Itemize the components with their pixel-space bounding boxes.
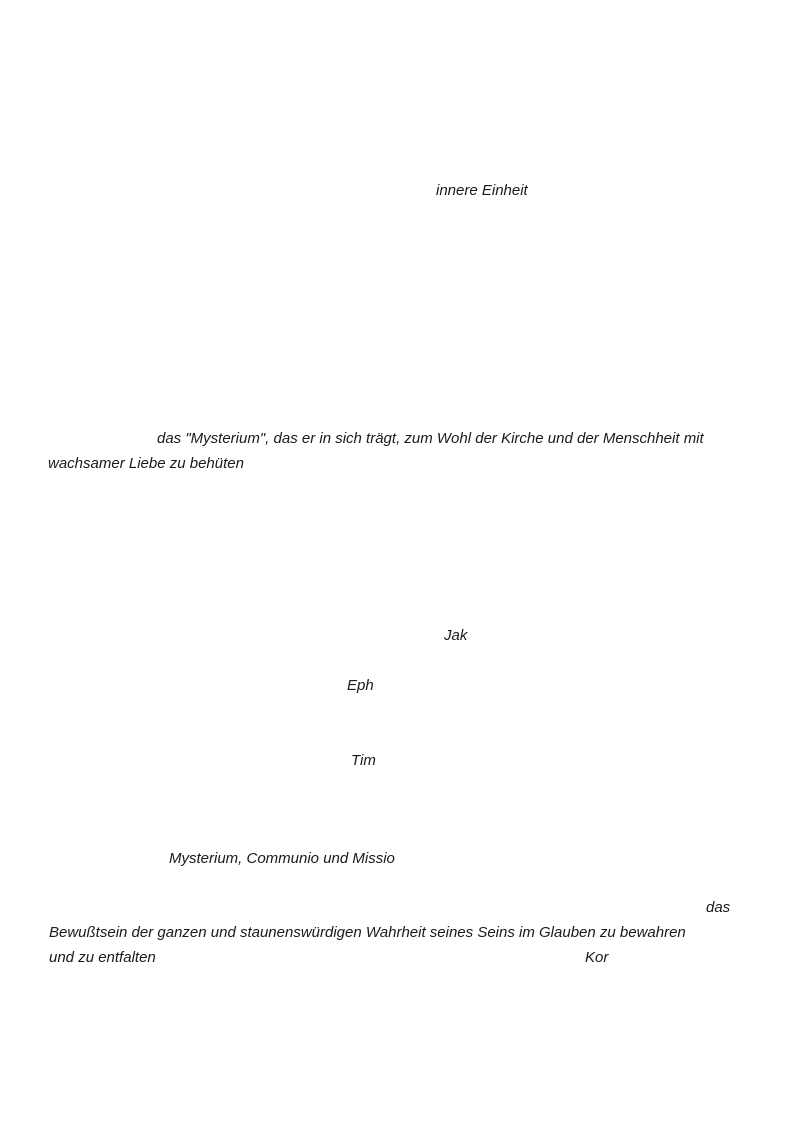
text-mysterium-line-1: das "Mysterium", das er in sich trägt, zum Wohl der Kirche und der Menschheit mit [157, 430, 704, 447]
text-reference-tim: Tim [351, 752, 376, 769]
text-reference-eph: Eph [347, 677, 374, 694]
text-das: das [706, 899, 731, 916]
text-bewusstsein-line-2: und zu entfalten [49, 949, 156, 966]
text-innere-einheit: innere Einheit [436, 182, 528, 199]
text-bewusstsein-line-1: Bewußtsein der ganzen und staunenswürdigen Wahrheit seines Seins im Glauben zu bewahren [49, 924, 686, 941]
text-mysterium-line-2: wachsamer Liebe zu behüten [48, 455, 244, 472]
text-mysterium-communio-missio: Mysterium, Communio und Missio [169, 850, 395, 867]
text-reference-kor: Kor [585, 949, 609, 966]
text-reference-jak: Jak [444, 627, 468, 644]
